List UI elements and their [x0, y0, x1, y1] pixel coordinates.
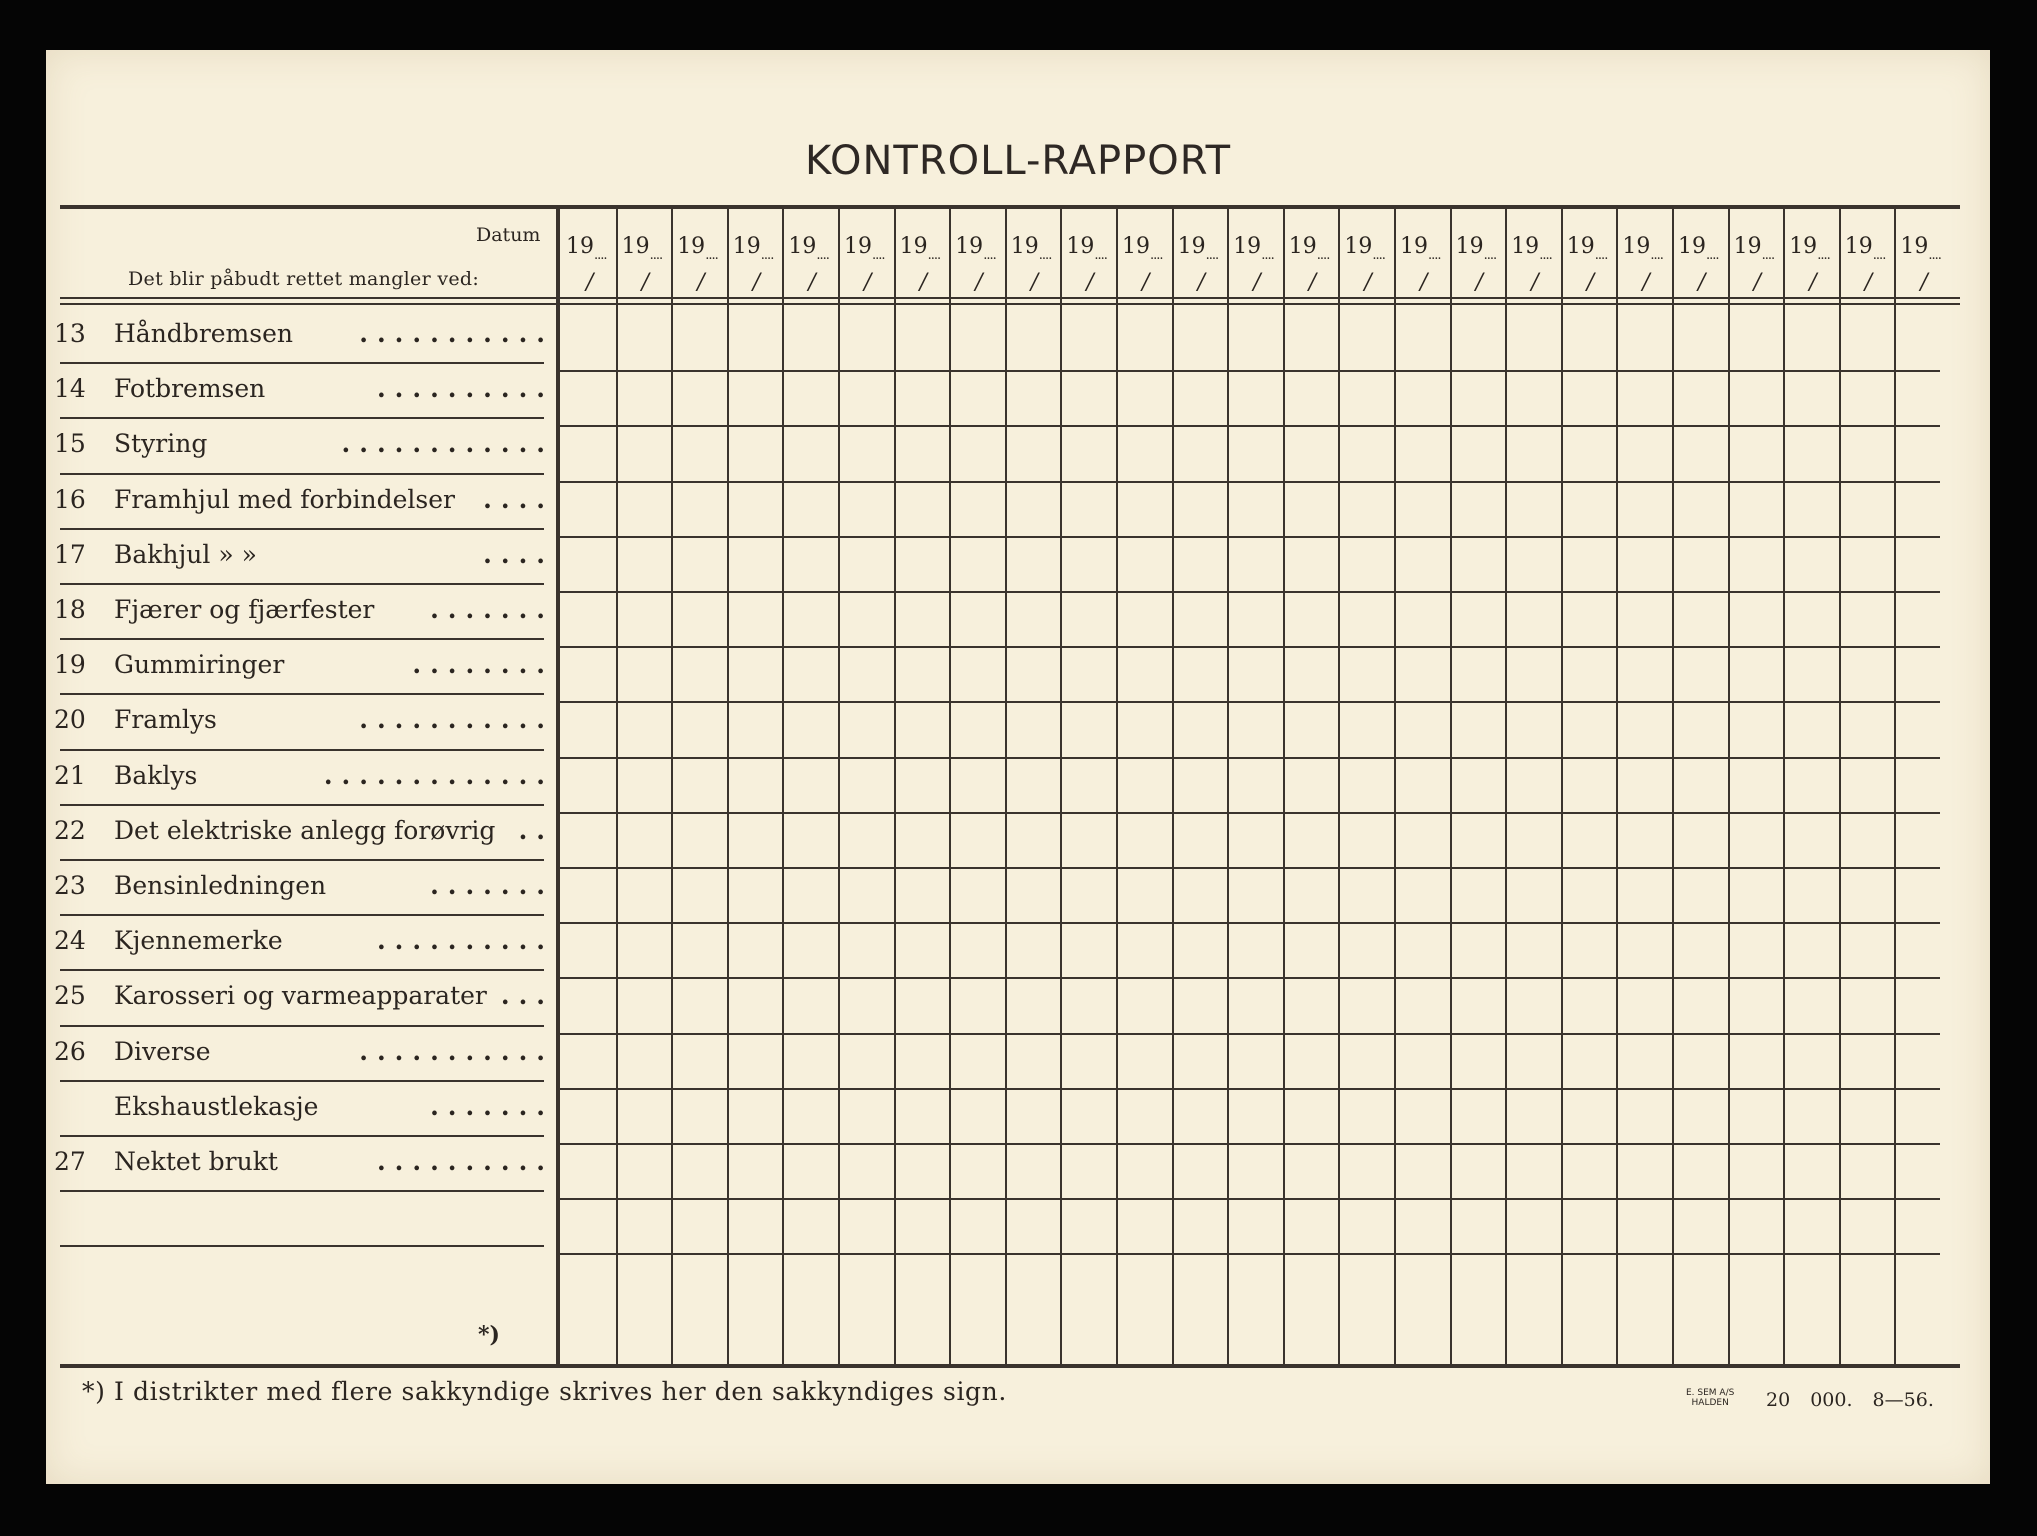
row-number: 21: [54, 760, 86, 790]
row-rule: [60, 638, 544, 640]
bottom-rule: [60, 1364, 1960, 1368]
leader-dots: ..........: [376, 926, 554, 956]
date-year: 19: [1678, 234, 1706, 259]
row-number: 15: [54, 429, 86, 459]
top-rule: [60, 205, 1960, 209]
row-number: 23: [54, 871, 86, 900]
date-column-header: [1338, 226, 1394, 306]
date-column-header: [1283, 226, 1339, 306]
grid-row-line: [560, 977, 1940, 979]
date-column-header: [1505, 226, 1561, 306]
date-year: 19: [1066, 234, 1095, 259]
row-leader-dots: [114, 871, 554, 900]
grid-column-line: [782, 207, 784, 1364]
defect-row: [54, 753, 554, 795]
date-dots: ....: [1094, 248, 1107, 263]
grid-row-line: [560, 646, 1940, 648]
date-year: 19: [1400, 234, 1428, 259]
date-column-header: [949, 226, 1005, 306]
date-column-header: [1450, 226, 1506, 306]
row-label: Baklys: [114, 760, 198, 790]
defect-row: [54, 973, 554, 1015]
grid-column-line: [1616, 207, 1618, 1364]
grid-row-line: [560, 1143, 1940, 1145]
date-column-header: [1394, 226, 1450, 306]
grid-row-line: [560, 701, 1940, 703]
date-year: 19: [955, 234, 984, 259]
row-number: 24: [54, 926, 86, 956]
date-year: 19: [899, 234, 928, 259]
defect-row: [54, 697, 554, 739]
row-label: Styring: [114, 429, 208, 459]
date-slash: /: [1364, 270, 1372, 295]
row-rule: [60, 804, 544, 806]
date-dots: ....: [1483, 248, 1497, 263]
date-slash: /: [919, 270, 928, 295]
leader-dots: ...........: [359, 705, 554, 735]
mangler-subheading: Det blir påbudt rettet mangler ved:: [128, 268, 480, 290]
date-dots: ....: [1817, 248, 1830, 263]
defect-row: [54, 863, 554, 905]
leader-dots: ..: [518, 815, 554, 845]
row-rule: [60, 1025, 544, 1027]
date-year: 19: [1789, 234, 1818, 259]
leader-dots: .......: [430, 871, 554, 900]
row-leader-dots: [114, 540, 554, 569]
row-leader-dots: [114, 485, 554, 514]
leader-dots: ...: [500, 981, 554, 1011]
row-rule: [60, 583, 544, 585]
grid-column-line: [1060, 207, 1062, 1364]
row-leader-dots: [114, 374, 554, 403]
date-slash: /: [1698, 270, 1706, 295]
row-rule: [60, 693, 544, 695]
date-slash: /: [1753, 270, 1762, 295]
row-number: 20: [54, 705, 86, 735]
date-slash: /: [1531, 270, 1539, 295]
date-column-header: [1116, 226, 1172, 306]
row-leader-dots: [114, 761, 554, 790]
row-rule: [60, 1190, 544, 1192]
row-label: Kjennemerke: [114, 926, 283, 956]
row-label: Bakhjul » »: [114, 539, 257, 569]
grid-row-line: [560, 1033, 1940, 1035]
date-slash: /: [1086, 270, 1094, 295]
row-leader-dots: [114, 1147, 554, 1176]
grid-column-line: [1394, 207, 1396, 1364]
date-column-header: [1894, 226, 1950, 306]
printer-name: E. SEM A/S: [1686, 1388, 1735, 1398]
grid-row-line: [560, 922, 1940, 924]
date-dots: ....: [983, 248, 996, 263]
date-slash: /: [1475, 270, 1484, 295]
form-card: [46, 50, 1990, 1484]
row-label: Framhjul med forbindelser: [114, 484, 455, 514]
signature-marker: *): [478, 1322, 500, 1348]
defect-row: [54, 366, 554, 408]
date-column-header: [1728, 226, 1784, 306]
grid-column-line: [616, 207, 618, 1364]
row-number: 27: [54, 1147, 86, 1176]
grid-column-line: [1338, 207, 1340, 1364]
row-number: 17: [54, 539, 86, 569]
date-column-header: [1227, 226, 1283, 306]
grid-row-line: [560, 425, 1940, 427]
grid-column-line: [949, 207, 951, 1364]
grid-column-line: [1728, 207, 1730, 1364]
grid-row-line: [560, 757, 1940, 759]
date-column-header: [1561, 226, 1617, 306]
row-label: Gummiringer: [114, 650, 285, 680]
leader-dots: .......: [430, 1091, 554, 1121]
date-slash: /: [1586, 270, 1595, 295]
date-dots: ....: [816, 248, 829, 263]
row-rule: [60, 749, 544, 751]
row-rule: [60, 362, 544, 364]
date-slash: /: [641, 270, 650, 295]
date-column-header: [1005, 226, 1061, 306]
date-slash: /: [1308, 270, 1317, 295]
printer-imprint: [1686, 1388, 1734, 1408]
row-label: Ekshaustlekasje: [114, 1091, 319, 1121]
grid-row-line: [560, 591, 1940, 593]
defect-row: [54, 1084, 554, 1126]
date-dots: ....: [1261, 248, 1274, 263]
row-leader-dots: [114, 429, 554, 458]
print-run-info: 20 000. 8—56.: [1766, 1389, 1934, 1411]
row-leader-dots: [114, 595, 554, 624]
grid-column-line: [1839, 207, 1841, 1364]
grid-column-line: [1450, 207, 1452, 1364]
grid-row-line: [560, 812, 1940, 814]
date-column-header: [560, 226, 616, 306]
grid-column-line: [1116, 207, 1118, 1364]
date-slash: /: [1197, 270, 1206, 295]
date-column-header: [1060, 226, 1116, 306]
grid-row-line: [560, 1198, 1940, 1200]
grid-column-line: [1283, 207, 1285, 1364]
grid-column-line: [727, 207, 729, 1364]
printer-city: HALDEN: [1691, 1398, 1729, 1408]
date-column-header: [727, 226, 783, 306]
date-slash: /: [1420, 270, 1428, 295]
date-year: 19: [1622, 234, 1651, 259]
date-column-header: [671, 226, 727, 306]
grid-row-line: [560, 370, 1940, 372]
date-slash: /: [808, 270, 816, 295]
date-year: 19: [1288, 234, 1317, 259]
date-dots: ....: [649, 248, 663, 263]
date-dots: ....: [927, 248, 941, 263]
row-label: Fotbremsen: [114, 374, 266, 404]
row-label: Håndbremsen: [114, 319, 293, 348]
row-number: 22: [54, 815, 86, 845]
date-dots: ....: [1650, 248, 1663, 263]
row-label: Nektet brukt: [114, 1147, 278, 1176]
date-year: 19: [566, 234, 594, 259]
date-year: 19: [844, 234, 872, 259]
grid-column-line: [1005, 207, 1007, 1364]
row-rule: [60, 417, 544, 419]
row-number: 26: [54, 1036, 86, 1066]
date-dots: ....: [1594, 248, 1608, 263]
date-dots: ....: [1372, 248, 1385, 263]
row-leader-dots: [114, 1037, 554, 1066]
grid-column-line: [894, 207, 896, 1364]
grid-row-line: [560, 536, 1940, 538]
date-year: 19: [1733, 234, 1762, 259]
date-year: 19: [621, 234, 650, 259]
date-column-header: [1783, 226, 1839, 306]
row-label: Karosseri og varmeapparater: [114, 981, 487, 1011]
row-number: 14: [54, 374, 86, 404]
grid-column-line: [1227, 207, 1229, 1364]
grid-column-line: [671, 207, 673, 1364]
row-leader-dots: [114, 981, 554, 1010]
leader-dots: ............: [341, 429, 554, 459]
grid-row-line: [560, 1253, 1940, 1255]
date-slash: /: [864, 270, 872, 295]
defect-row: [54, 587, 554, 629]
row-label: Bensinledningen: [114, 871, 327, 900]
row-rule: [60, 1135, 544, 1137]
row-label: Framlys: [114, 705, 217, 735]
date-column-header: [1616, 226, 1672, 306]
date-dots: ....: [1205, 248, 1219, 263]
date-slash: /: [1864, 270, 1873, 295]
grid-row-line: [560, 481, 1940, 483]
grid-column-line: [1561, 207, 1563, 1364]
date-column-header: [1672, 226, 1728, 306]
date-dots: ....: [1761, 248, 1775, 263]
date-year: 19: [732, 234, 761, 259]
leader-dots: ........: [412, 650, 554, 680]
date-dots: ....: [1428, 248, 1441, 263]
defect-row: [54, 532, 554, 574]
row-label: Diverse: [114, 1036, 211, 1066]
row-leader-dots: [114, 319, 554, 348]
date-dots: ....: [1038, 248, 1052, 263]
date-slash: /: [1920, 270, 1928, 295]
date-year: 19: [1010, 234, 1039, 259]
row-rule: [60, 914, 544, 916]
row-leader-dots: [114, 650, 554, 679]
date-slash: /: [752, 270, 761, 295]
defect-row: [54, 311, 554, 353]
leader-dots: ...........: [359, 319, 554, 348]
grid-row-line: [560, 1088, 1940, 1090]
date-dots: ....: [1316, 248, 1330, 263]
date-slash: /: [975, 270, 983, 295]
grid-column-line: [1894, 207, 1896, 1364]
date-year: 19: [1455, 234, 1484, 259]
date-slash: /: [586, 270, 594, 295]
row-number: 19: [54, 650, 86, 680]
datum-label: Datum: [476, 224, 541, 246]
row-number: 18: [54, 595, 86, 624]
defect-row: [54, 1139, 554, 1181]
grid-column-line: [1172, 207, 1174, 1364]
footnote: *) I distrikter med flere sakkyndige skrives her den sakkyndiges sign.: [82, 1377, 1007, 1406]
grid-column-line: [1672, 207, 1674, 1364]
row-number: 13: [54, 319, 86, 348]
date-year: 19: [1844, 234, 1873, 259]
row-leader-dots: [114, 816, 554, 845]
date-year: 19: [1344, 234, 1373, 259]
date-column-header: [1839, 226, 1895, 306]
defect-row: [54, 421, 554, 463]
row-label: Fjærer og fjærfester: [114, 595, 375, 624]
date-year: 19: [1177, 234, 1206, 259]
row-rule: [60, 859, 544, 861]
defect-row: [54, 1029, 554, 1071]
defect-row: [54, 642, 554, 684]
date-dots: ....: [1872, 248, 1886, 263]
leader-dots: ..........: [376, 374, 554, 404]
leader-dots: ....: [483, 484, 554, 514]
grid-column-line: [838, 207, 840, 1364]
row-rule: [60, 473, 544, 475]
date-dots: ....: [1706, 248, 1719, 263]
date-year: 19: [1233, 234, 1262, 259]
defect-row: [54, 477, 554, 519]
date-year: 19: [1511, 234, 1540, 259]
date-dots: ....: [1150, 248, 1163, 263]
date-dots: ....: [760, 248, 774, 263]
date-dots: ....: [705, 248, 718, 263]
row-label: Det elektriske anlegg forøvrig: [114, 815, 496, 845]
grid-column-line: [1783, 207, 1785, 1364]
date-dots: ....: [1928, 248, 1941, 263]
date-year: 19: [1122, 234, 1150, 259]
label-divider: [556, 207, 560, 1364]
date-dots: ....: [1539, 248, 1552, 263]
leader-dots: ...........: [359, 1036, 554, 1066]
row-number: 25: [54, 981, 86, 1011]
grid-column-line: [1505, 207, 1507, 1364]
date-slash: /: [1142, 270, 1150, 295]
row-rule: [60, 528, 544, 530]
date-year: 19: [677, 234, 706, 259]
row-leader-dots: [114, 1092, 554, 1121]
row-leader-dots: [114, 705, 554, 734]
date-slash: /: [1809, 270, 1817, 295]
date-column-header: [894, 226, 950, 306]
row-number: 16: [54, 484, 86, 514]
leader-dots: .......: [430, 595, 554, 624]
leader-dots: ..........: [376, 1147, 554, 1176]
leader-dots: ....: [483, 539, 554, 569]
row-rule: [60, 969, 544, 971]
defect-row: [54, 918, 554, 960]
date-column-header: [838, 226, 894, 306]
date-column-header: [782, 226, 838, 306]
grid-row-line: [560, 867, 1940, 869]
date-slash: /: [697, 270, 705, 295]
row-leader-dots: [114, 926, 554, 955]
leader-dots: .............: [323, 760, 554, 790]
date-dots: ....: [872, 248, 885, 263]
form-title: KONTROLL-RAPPORT: [804, 138, 1232, 184]
row-rule: [60, 1080, 544, 1082]
defect-row: [54, 808, 554, 850]
date-dots: ....: [594, 248, 607, 263]
date-column-header: [616, 226, 672, 306]
date-column-header: [1172, 226, 1228, 306]
date-year: 19: [1900, 234, 1929, 259]
date-slash: /: [1642, 270, 1650, 295]
date-slash: /: [1253, 270, 1261, 295]
date-slash: /: [1030, 270, 1039, 295]
row-rule: [60, 1245, 544, 1247]
date-year: 19: [788, 234, 817, 259]
date-year: 19: [1566, 234, 1595, 259]
